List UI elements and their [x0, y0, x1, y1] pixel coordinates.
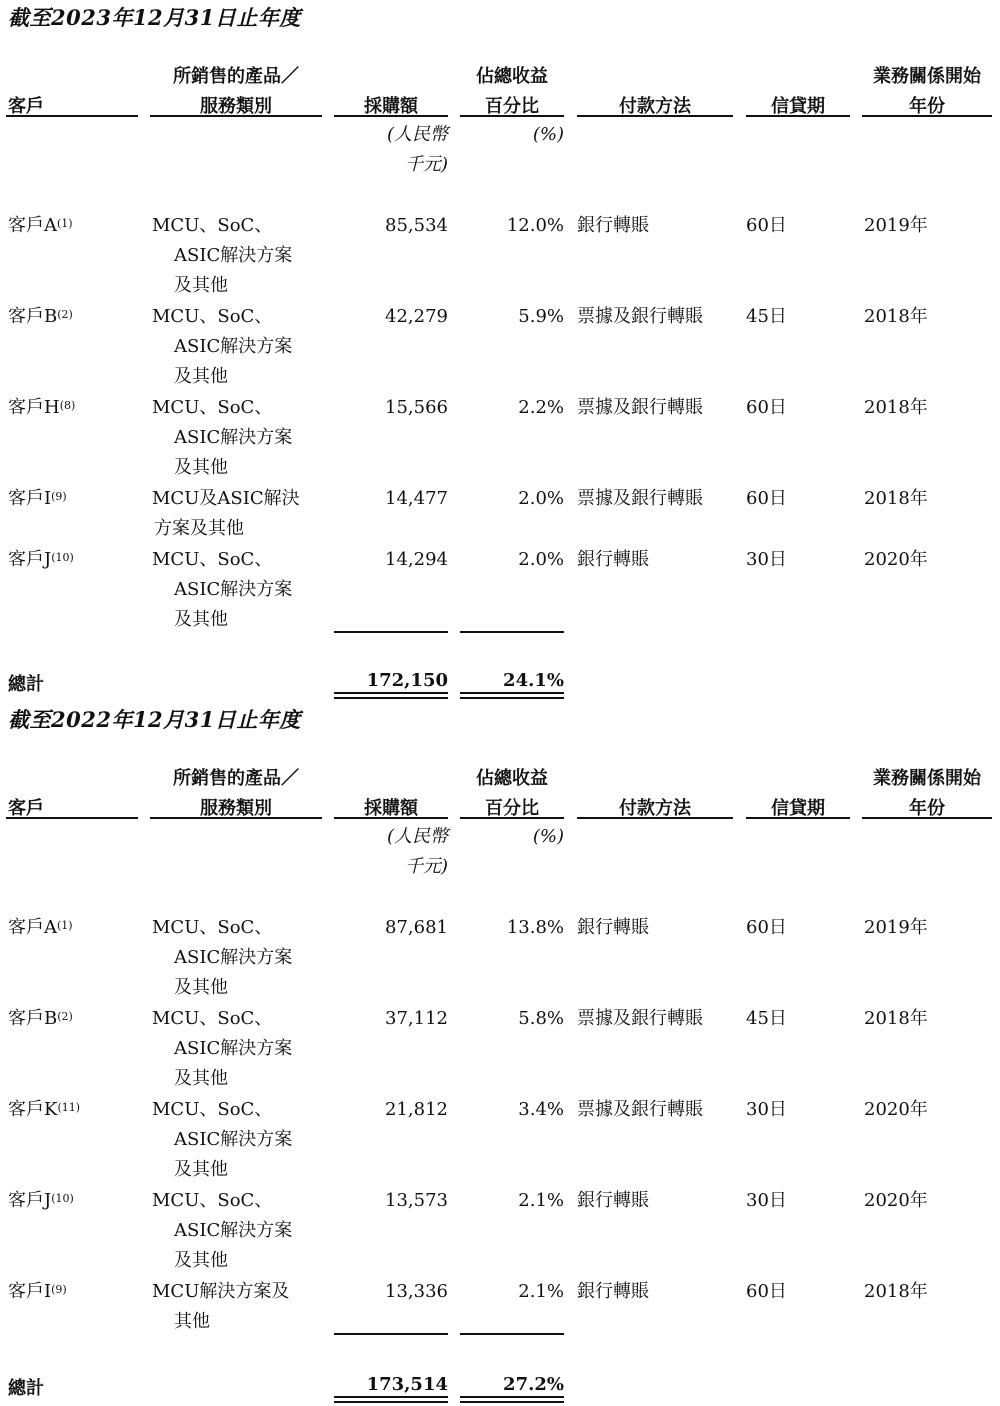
footnote-ref: (2) — [57, 308, 73, 321]
cell-payment: 銀行轉賬 — [577, 1281, 649, 1302]
cell-pct: 2.0% — [518, 488, 564, 509]
cell-credit: 30日 — [746, 1099, 787, 1120]
header-rule-since — [862, 115, 992, 117]
category-line: ASIC解決方案 — [174, 336, 293, 357]
cell-credit: 60日 — [746, 488, 787, 509]
header-rule-pct — [460, 817, 564, 819]
cell-payment: 票據及銀行轉賬 — [577, 397, 703, 418]
category-line: 及其他 — [174, 1159, 228, 1180]
total-double-rule-pct — [460, 1396, 564, 1403]
category-line: MCU、SoC、 — [152, 1099, 273, 1120]
cell-since: 2018年 — [864, 1008, 928, 1029]
customer-name: 客戶A — [8, 917, 57, 938]
header-customer: 客戶 — [8, 96, 44, 117]
header-pct-line2: 百分比 — [485, 96, 539, 117]
cell-amount: 85,534 — [385, 215, 448, 236]
header-pct-line1: 佔總收益 — [476, 768, 548, 789]
category-line: MCU解決方案及 — [152, 1281, 290, 1302]
cell-customer — [8, 1095, 80, 1125]
unit-pct: (%) — [532, 826, 564, 847]
cell-customer — [8, 484, 67, 514]
category-line: ASIC解決方案 — [174, 579, 293, 600]
cell-credit: 45日 — [746, 306, 787, 327]
customer-name: 客戶I — [8, 1281, 52, 1302]
total-label: 總計 — [8, 1378, 44, 1399]
category-line: 及其他 — [174, 977, 228, 998]
table-section-2022 — [0, 702, 1000, 1402]
cell-payment: 銀行轉賬 — [577, 917, 649, 938]
subtotal-rule-pct — [460, 631, 564, 633]
cell-payment: 銀行轉賬 — [577, 549, 649, 570]
cell-customer — [8, 545, 74, 575]
customer-name: 客戶J — [8, 549, 52, 570]
header-rule-category — [150, 115, 322, 117]
cell-pct: 2.0% — [518, 549, 564, 570]
header-payment: 付款方法 — [619, 96, 691, 117]
cell-credit: 60日 — [746, 1281, 787, 1302]
cell-pct: 13.8% — [506, 917, 564, 938]
footnote-ref: (10) — [51, 551, 74, 564]
cell-category — [152, 545, 292, 635]
category-line: MCU、SoC、 — [152, 306, 273, 327]
category-line: ASIC解決方案 — [174, 427, 293, 448]
cell-category — [152, 1186, 292, 1276]
customer-name: 客戶B — [8, 1008, 58, 1029]
cell-category — [152, 1277, 289, 1337]
cell-category — [152, 1095, 292, 1185]
customer-name: 客戶J — [8, 1190, 52, 1211]
category-line: MCU及ASIC解決 — [152, 488, 300, 509]
customer-name: 客戶A — [8, 215, 57, 236]
customer-name: 客戶B — [8, 306, 58, 327]
header-category-line1: 所銷售的產品／ — [173, 768, 299, 789]
cell-category — [152, 484, 300, 544]
footnote-ref: (8) — [59, 399, 76, 412]
unit-purchase-line1: (人民幣 — [386, 826, 448, 847]
category-line: 其他 — [174, 1311, 210, 1332]
subtotal-rule-amount — [334, 631, 448, 633]
cell-category — [152, 913, 292, 1003]
subtotal-rule-pct — [460, 1333, 564, 1335]
footnote-ref: (1) — [57, 217, 73, 230]
total-double-rule-amount — [334, 692, 448, 699]
header-pct-line2: 百分比 — [485, 798, 539, 819]
cell-since: 2020年 — [864, 1099, 928, 1120]
cell-since: 2020年 — [864, 549, 928, 570]
header-rule-credit — [746, 817, 850, 819]
cell-customer — [8, 1186, 74, 1216]
footnote-ref: (2) — [57, 1010, 73, 1023]
cell-credit: 45日 — [746, 1008, 787, 1029]
cell-pct: 2.1% — [518, 1281, 564, 1302]
cell-since: 2018年 — [864, 1281, 928, 1302]
header-category-line1: 所銷售的產品／ — [173, 66, 299, 87]
cell-credit: 30日 — [746, 549, 787, 570]
footnote-ref: (9) — [51, 490, 67, 503]
cell-since: 2018年 — [864, 306, 928, 327]
category-line: MCU、SoC、 — [152, 215, 273, 236]
header-purchase: 採購額 — [364, 798, 418, 819]
cell-customer — [8, 393, 75, 423]
header-rule-purchase — [334, 115, 448, 117]
header-rule-category — [150, 817, 322, 819]
cell-payment: 銀行轉賬 — [577, 215, 649, 236]
unit-pct: (%) — [532, 124, 564, 145]
total-pct: 24.1% — [503, 670, 564, 691]
unit-purchase-line2: 千元) — [404, 856, 448, 877]
header-rule-customer — [6, 115, 138, 117]
cell-amount: 13,573 — [385, 1190, 448, 1211]
header-since-line2: 年份 — [909, 798, 945, 819]
cell-customer — [8, 913, 73, 943]
category-line: ASIC解決方案 — [174, 1129, 293, 1150]
header-customer: 客戶 — [8, 798, 44, 819]
header-credit: 信貸期 — [771, 798, 825, 819]
header-purchase: 採購額 — [364, 96, 418, 117]
cell-credit: 60日 — [746, 397, 787, 418]
total-double-rule-pct — [460, 692, 564, 699]
cell-category — [152, 302, 292, 392]
footnote-ref: (11) — [57, 1101, 81, 1114]
cell-amount: 14,294 — [385, 549, 448, 570]
section-title: 截至2022年12月31日止年度 — [8, 707, 301, 732]
section-title: 截至2023年12月31日止年度 — [8, 5, 301, 30]
category-line: 及其他 — [174, 275, 228, 296]
customer-name: 客戶H — [8, 397, 60, 418]
header-rule-payment — [577, 817, 733, 819]
cell-category — [152, 1004, 292, 1094]
cell-since: 2019年 — [864, 917, 928, 938]
cell-since: 2018年 — [864, 397, 928, 418]
subtotal-rule-amount — [334, 1333, 448, 1335]
cell-amount: 42,279 — [385, 306, 448, 327]
header-rule-customer — [6, 817, 138, 819]
cell-payment: 票據及銀行轉賬 — [577, 1099, 703, 1120]
cell-credit: 60日 — [746, 917, 787, 938]
category-line: ASIC解決方案 — [174, 1038, 293, 1059]
category-line: MCU、SoC、 — [152, 1008, 273, 1029]
footnote-ref: (9) — [51, 1283, 67, 1296]
cell-payment: 銀行轉賬 — [577, 1190, 649, 1211]
header-since-line2: 年份 — [909, 96, 945, 117]
header-rule-pct — [460, 115, 564, 117]
total-double-rule-amount — [334, 1396, 448, 1403]
header-rule-purchase — [334, 817, 448, 819]
category-line: ASIC解決方案 — [174, 947, 293, 968]
footnote-ref: (1) — [57, 919, 73, 932]
header-credit: 信貸期 — [771, 96, 825, 117]
cell-pct: 3.4% — [518, 1099, 564, 1120]
category-line: MCU、SoC、 — [152, 397, 273, 418]
header-category-line2: 服務類別 — [200, 798, 272, 819]
customer-name: 客戶I — [8, 488, 52, 509]
cell-payment: 票據及銀行轉賬 — [577, 488, 703, 509]
cell-payment: 票據及銀行轉賬 — [577, 306, 703, 327]
cell-pct: 2.2% — [518, 397, 564, 418]
table-section-2023 — [0, 0, 1000, 700]
cell-pct: 5.8% — [518, 1008, 564, 1029]
unit-purchase-line2: 千元) — [404, 154, 448, 175]
cell-credit: 60日 — [746, 215, 787, 236]
category-line: 及其他 — [174, 609, 228, 630]
cell-category — [152, 211, 292, 301]
footnote-ref: (10) — [51, 1192, 74, 1205]
cell-amount: 15,566 — [385, 397, 448, 418]
unit-purchase-line1: (人民幣 — [386, 124, 448, 145]
category-line: 及其他 — [174, 1250, 228, 1271]
cell-since: 2020年 — [864, 1190, 928, 1211]
category-line: 及其他 — [174, 1068, 228, 1089]
cell-amount: 14,477 — [385, 488, 448, 509]
cell-credit: 30日 — [746, 1190, 787, 1211]
cell-payment: 票據及銀行轉賬 — [577, 1008, 703, 1029]
cell-since: 2018年 — [864, 488, 928, 509]
total-label: 總計 — [8, 674, 44, 695]
total-pct: 27.2% — [503, 1374, 564, 1395]
customer-name: 客戶K — [8, 1099, 58, 1120]
category-line: ASIC解決方案 — [174, 1220, 293, 1241]
total-amount: 173,514 — [366, 1374, 448, 1395]
category-line: 及其他 — [174, 457, 228, 478]
category-line: 方案及其他 — [154, 518, 244, 539]
cell-category — [152, 393, 292, 483]
header-rule-since — [862, 817, 992, 819]
header-pct-line1: 佔總收益 — [476, 66, 548, 87]
header-rule-payment — [577, 115, 733, 117]
category-line: ASIC解決方案 — [174, 245, 293, 266]
header-category-line2: 服務類別 — [200, 96, 272, 117]
header-payment: 付款方法 — [619, 798, 691, 819]
cell-amount: 87,681 — [385, 917, 448, 938]
category-line: MCU、SoC、 — [152, 917, 273, 938]
total-amount: 172,150 — [366, 670, 448, 691]
header-since-line1: 業務關係開始 — [873, 768, 981, 789]
category-line: MCU、SoC、 — [152, 1190, 273, 1211]
cell-pct: 12.0% — [506, 215, 564, 236]
category-line: MCU、SoC、 — [152, 549, 273, 570]
cell-customer — [8, 1277, 67, 1307]
cell-amount: 21,812 — [385, 1099, 448, 1120]
cell-customer — [8, 302, 73, 332]
cell-since: 2019年 — [864, 215, 928, 236]
header-rule-credit — [746, 115, 850, 117]
cell-amount: 37,112 — [385, 1008, 448, 1029]
category-line: 及其他 — [174, 366, 228, 387]
cell-customer — [8, 211, 73, 241]
cell-amount: 13,336 — [385, 1281, 448, 1302]
cell-customer — [8, 1004, 73, 1034]
header-since-line1: 業務關係開始 — [873, 66, 981, 87]
cell-pct: 2.1% — [518, 1190, 564, 1211]
cell-pct: 5.9% — [518, 306, 564, 327]
